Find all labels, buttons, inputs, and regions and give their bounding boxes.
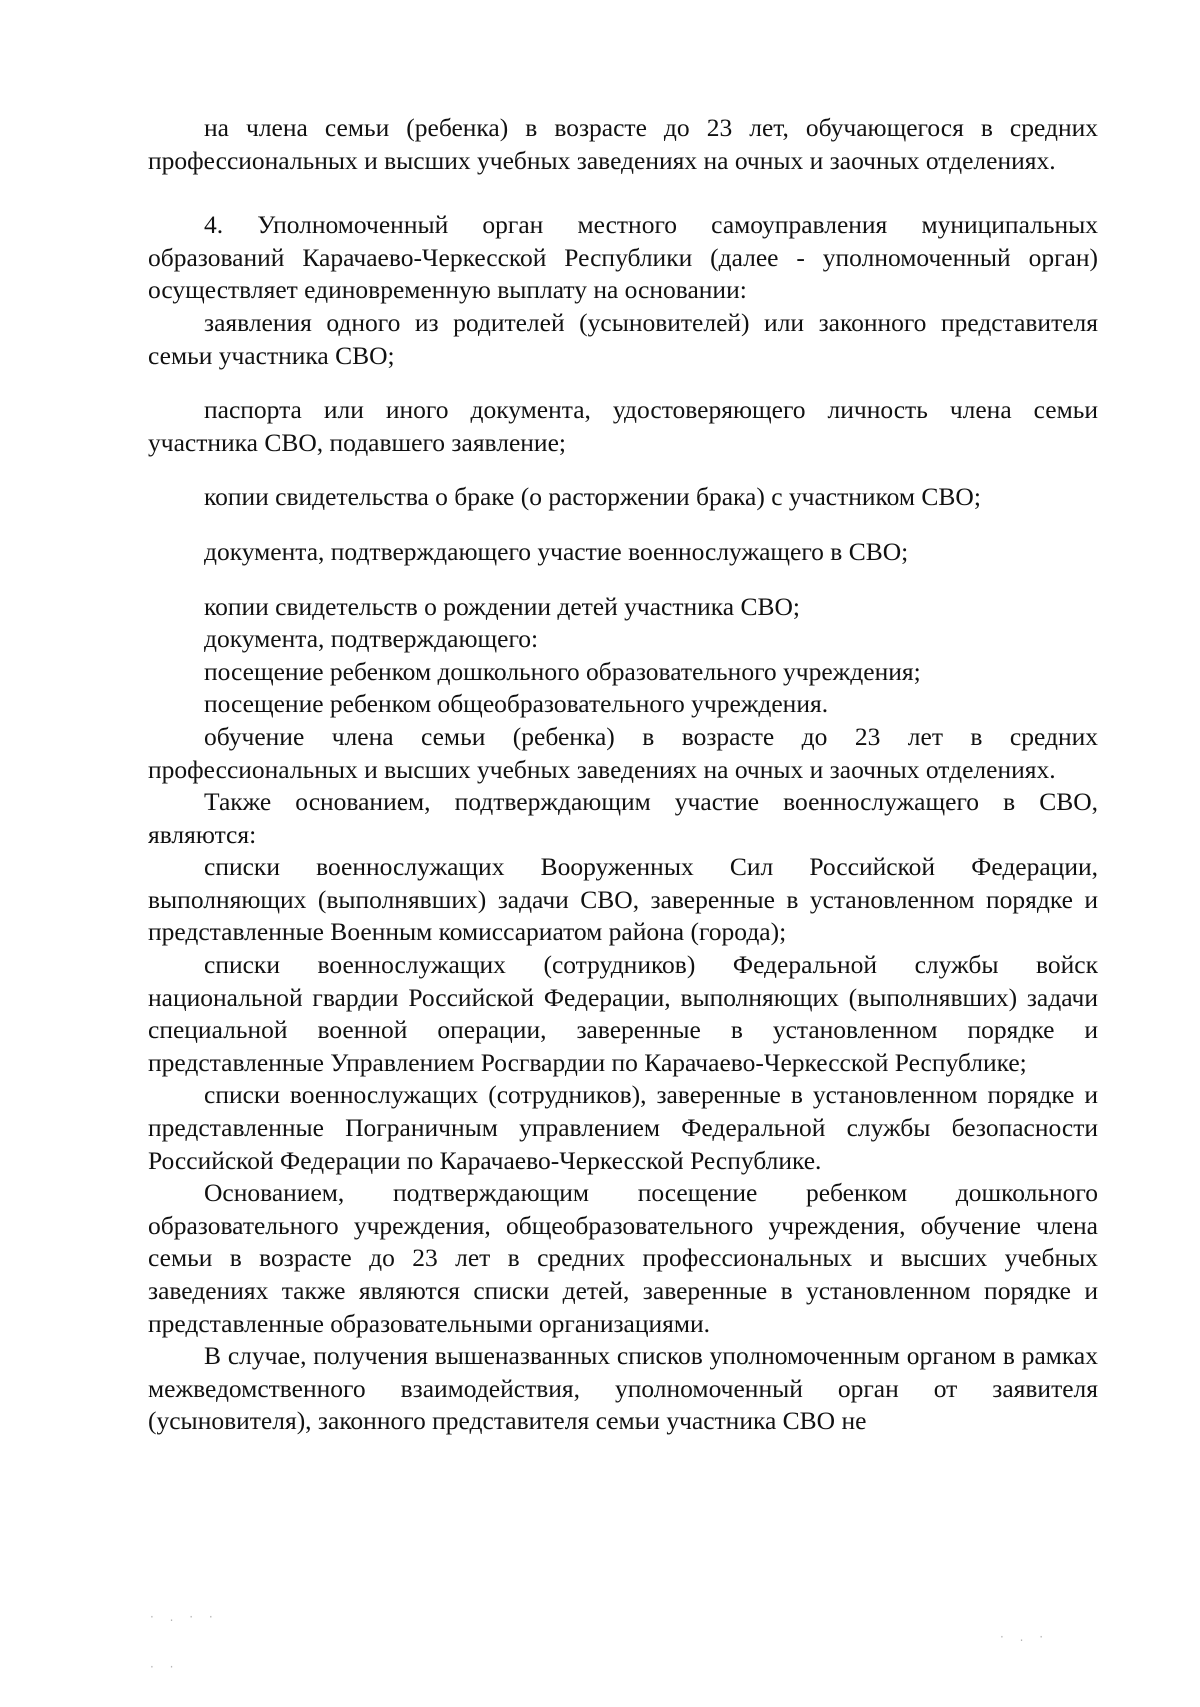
list-item-armed-forces-lists: списки военнослужащих Вооруженных Сил Российской Федерации, выполняющих (выполнявших) задачи СВО, заверенные в установленном порядке и представленные Военным комиссариатом района (города); [148,852,1098,947]
paragraph-education-grounds: Основанием, подтверждающим посещение ребенком дошкольного образовательного учреждения, общеобразовательного учреждения, обучение члена семьи в возрасте до 23 лет в средних профессиональных и высших учебных заведениях также являются списки детей, заверенные в установленном порядке и представленные образовательными организациями. [148,1178,1098,1338]
paragraph-continuation: на члена семьи (ребенка) в возрасте до 23 лет, обучающегося в средних профессиональных и высших учебных заведениях на очных и заочных отделениях. [148,113,1098,175]
paragraph-interagency-case: В случае, получения вышеназванных списков уполномоченным органом в рамках межведомственного взаимодействия, уполномоченный орган от заявителя (усыновителя), законного представителя семьи участника СВО не [148,1341,1098,1436]
paragraph-clause-4: 4. Уполномоченный орган местного самоуправления муниципальных образований Карачаево-Черкесской Республики (далее - уполномоченный орган) осуществляет единовременную выплату на основании: [148,210,1098,305]
list-item-education: обучение члена семьи (ребенка) в возрасте до 23 лет в средних профессиональных и высших учебных заведениях на очных и заочных отделениях. [148,721,1098,784]
list-item-preschool-attendance: посещение ребенком дошкольного образовательного учреждения; [204,656,921,686]
list-item-border-service-lists: списки военнослужащих (сотрудников), заверенные в установленном порядке и представленные Пограничным управлением Федеральной службы безопасности Российской Федерации по Карачаево-Черкесской Республике. [148,1080,1098,1175]
scan-noise-mid: · · [150,1660,180,1674]
scan-noise-right: · . · [1000,1630,1050,1644]
document-page [148,112,1098,1438]
list-item-marriage-certificate: копии свидетельства о браке (о расторжении брака) с участником СВО; [204,482,981,512]
list-item-participation-document: документа, подтверждающего участие военнослужащего в СВО; [204,536,909,566]
paragraph-participation-grounds: Также основанием, подтверждающим участие военнослужащего в СВО, являются: [148,787,1098,849]
list-item-passport: паспорта или иного документа, удостоверяющего личность члена семьи участника СВО, подавшего заявление; [148,395,1098,457]
list-item-application: заявления одного из родителей (усыновителей) или законного представителя семьи участника СВО; [148,307,1098,370]
list-item-school-attendance: посещение ребенком общеобразовательного учреждения. [204,689,829,719]
list-item-confirming-document: документа, подтверждающего: [204,624,539,654]
list-item-birth-certificates: копии свидетельств о рождении детей участника СВО; [204,591,801,621]
list-item-rosgvardia-lists: списки военнослужащих (сотрудников) Федеральной службы войск национальной гвардии Российской Федерации, выполняющих (выполнявших) задачи специальной военной операции, заверенные в установленном порядке и представленные Управлением Росгвардии по Карачаево-Черкесской Республике; [148,950,1098,1077]
scan-noise-left: · . · · [150,1610,219,1624]
